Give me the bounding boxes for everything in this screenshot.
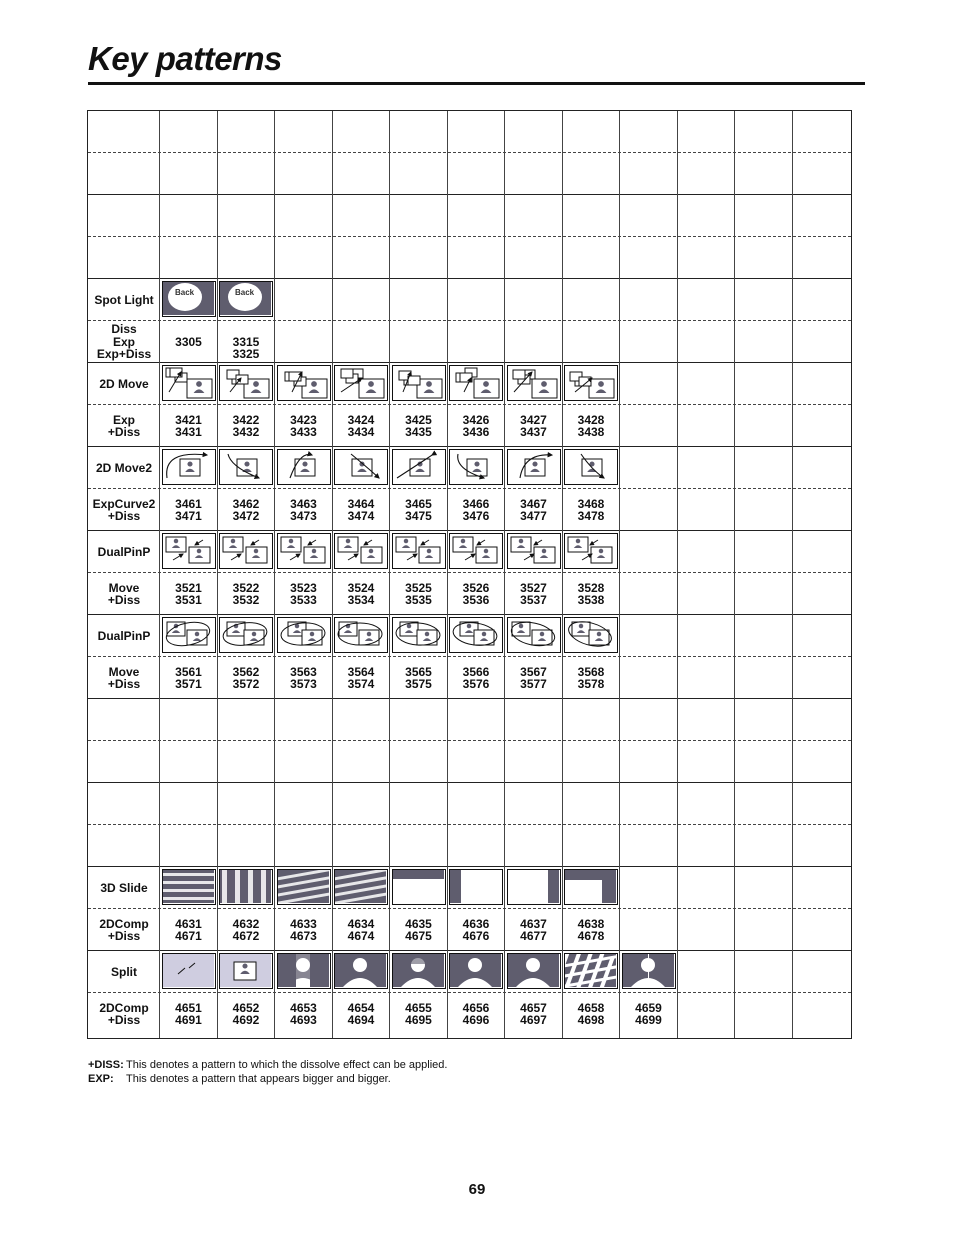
pattern-code-cell (505, 993, 562, 1035)
curve-move-icon[interactable] (162, 449, 216, 485)
pattern-code-cell (563, 657, 620, 699)
dual-pinp-icon[interactable] (334, 533, 388, 569)
pattern-code: 3438 (577, 425, 605, 439)
pattern-code: 3537 (520, 593, 547, 607)
split-icon[interactable] (162, 953, 216, 989)
row-label-line: Exp+Diss (96, 347, 152, 362)
pattern-code: 4638 (577, 917, 605, 931)
pattern-code: 3525 (405, 581, 432, 595)
pattern-code-cell (390, 657, 447, 699)
curve-move-icon[interactable] (334, 449, 388, 485)
pattern-code: 3463 (290, 497, 317, 511)
curve-move-icon[interactable] (564, 449, 618, 485)
pattern-code: 3434 (347, 425, 375, 439)
pattern-code-cell (448, 993, 505, 1035)
row-label-line: +Diss (107, 593, 141, 607)
pattern-code: 3527 (520, 581, 547, 595)
dual-pinp-icon[interactable] (392, 533, 446, 569)
page-number: 69 (468, 1181, 486, 1198)
pattern-code-cell (563, 573, 620, 615)
pattern-code-cell (333, 909, 390, 951)
row-label (88, 405, 160, 447)
row-label-line: DualPinP (97, 628, 151, 643)
pattern-code-cell (505, 405, 562, 447)
table-row-divider (88, 236, 851, 237)
dual-pinp-orbit-icon[interactable] (564, 617, 618, 653)
pattern-code: 3538 (577, 593, 605, 607)
pattern-code: 4693 (290, 1013, 317, 1027)
footnote-exp (88, 1072, 447, 1086)
table-column-divider (677, 111, 678, 1038)
pattern-code: 3574 (347, 677, 375, 691)
pattern-code-cell (160, 489, 217, 531)
split-icon[interactable] (507, 953, 561, 989)
pattern-code-cell (218, 405, 275, 447)
pattern-code: 3424 (347, 413, 375, 427)
curve-move-icon[interactable] (219, 449, 273, 485)
row-label-line: DualPinP (97, 544, 151, 559)
row-label-line: 2D Move (99, 376, 149, 391)
pattern-code-cell (275, 909, 332, 951)
table-row-divider (88, 152, 851, 153)
row-label (88, 321, 160, 363)
pattern-code: 4671 (175, 929, 202, 943)
pattern-code-cell (218, 321, 275, 363)
pattern-code: 3575 (405, 677, 432, 691)
row-label-line: Exp (112, 334, 135, 349)
pattern-code-cell (390, 405, 447, 447)
pattern-code: 3426 (462, 413, 490, 427)
pattern-code: 3433 (290, 425, 317, 439)
pattern-code: 3577 (520, 677, 547, 691)
pattern-code: 4656 (462, 1001, 490, 1015)
pattern-code: 3533 (290, 593, 317, 607)
pattern-code: 4657 (520, 1001, 547, 1015)
pattern-code-cell (448, 573, 505, 615)
row-label (88, 531, 160, 573)
pattern-code-cell (448, 489, 505, 531)
pattern-code: 3531 (175, 593, 202, 607)
pattern-code-cell (333, 657, 390, 699)
pattern-code: 3437 (520, 425, 547, 439)
pattern-code-cell (505, 573, 562, 615)
pattern-code: 4651 (175, 1001, 202, 1015)
split-icon[interactable] (564, 953, 618, 989)
pattern-code-cell (333, 405, 390, 447)
pattern-code: 4678 (577, 929, 605, 943)
pattern-code: 3464 (347, 497, 375, 511)
pattern-code: 3567 (520, 665, 547, 679)
pattern-code: 3425 (405, 413, 432, 427)
row-label (88, 363, 160, 405)
pattern-code: 3465 (405, 497, 432, 511)
row-label (88, 867, 160, 909)
pattern-code: 3565 (405, 665, 432, 679)
row-label-line: Move (108, 580, 140, 595)
curve-move-icon[interactable] (449, 449, 503, 485)
row-label-line: +Diss (107, 425, 141, 439)
footnote-diss (88, 1058, 447, 1072)
pattern-code: 3535 (405, 593, 432, 607)
pattern-code: 4673 (290, 929, 317, 943)
pattern-code: 4633 (290, 917, 317, 931)
pattern-code: 4632 (232, 917, 260, 931)
slide-bars-icon[interactable] (277, 869, 331, 905)
pattern-code: 3521 (175, 581, 202, 595)
row-label (88, 909, 160, 951)
pattern-code: 3474 (347, 509, 375, 523)
row-label-line: +Diss (107, 1013, 141, 1027)
row-label-line: Exp (112, 412, 135, 427)
pattern-code: 3471 (175, 509, 202, 523)
pattern-code-cell (160, 993, 217, 1035)
row-label (88, 615, 160, 657)
split-icon[interactable] (219, 953, 273, 989)
pattern-code: 4631 (175, 917, 202, 931)
dual-pinp-icon[interactable] (219, 533, 273, 569)
pattern-code: 3573 (290, 677, 317, 691)
split-icon[interactable] (449, 953, 503, 989)
pattern-code: 3473 (290, 509, 317, 523)
pattern-code: 3315 (232, 335, 260, 349)
pattern-code-cell (448, 657, 505, 699)
pattern-code: 4652 (232, 1001, 260, 1015)
pattern-code: 3478 (577, 509, 605, 523)
row-label (88, 657, 160, 699)
pattern-code: 3461 (175, 497, 202, 511)
pattern-code: 4692 (232, 1013, 260, 1027)
pattern-code: 3564 (347, 665, 375, 679)
split-icon[interactable] (622, 953, 676, 989)
pattern-code: 3532 (232, 593, 260, 607)
pattern-code: 3436 (462, 425, 490, 439)
slide-panel-icon[interactable] (564, 869, 618, 905)
dual-pinp-icon[interactable] (507, 533, 561, 569)
pattern-code: 3423 (290, 413, 317, 427)
move-icon[interactable] (507, 365, 561, 401)
pattern-code-cell (448, 909, 505, 951)
pattern-code: 3536 (462, 593, 490, 607)
pattern-code: 4676 (462, 929, 490, 943)
row-label-line: 3D Slide (100, 880, 148, 895)
dual-pinp-icon[interactable] (162, 533, 216, 569)
pattern-code-cell (563, 489, 620, 531)
move-icon[interactable] (219, 365, 273, 401)
dual-pinp-orbit-icon[interactable] (277, 617, 331, 653)
pattern-code: 3422 (232, 413, 260, 427)
pattern-code: 3421 (175, 413, 202, 427)
dual-pinp-icon[interactable] (449, 533, 503, 569)
move-icon[interactable] (564, 365, 618, 401)
dual-pinp-orbit-icon[interactable] (334, 617, 388, 653)
slide-bars-icon[interactable] (219, 869, 273, 905)
slide-panel-icon[interactable] (392, 869, 446, 905)
row-label-line: Spot Light (94, 292, 154, 307)
row-label (88, 447, 160, 489)
title-rule (88, 82, 865, 85)
pattern-code-cell (448, 405, 505, 447)
dual-pinp-orbit-icon[interactable] (162, 617, 216, 653)
row-label-line: +Diss (107, 677, 141, 691)
pattern-code: 4677 (520, 929, 547, 943)
pattern-code-cell (160, 573, 217, 615)
pattern-code: 3431 (175, 425, 202, 439)
pattern-code-cell (275, 573, 332, 615)
row-label-line: ExpCurve2 (92, 496, 156, 511)
page-title: Key patterns (88, 40, 282, 77)
pattern-code: 3528 (577, 581, 605, 595)
split-icon[interactable] (392, 953, 446, 989)
row-label-line: +Diss (107, 929, 141, 943)
pattern-code: 4694 (347, 1013, 375, 1027)
pattern-code-cell (563, 909, 620, 951)
pattern-code-cell (563, 993, 620, 1035)
pattern-code: 4655 (405, 1001, 432, 1015)
dual-pinp-icon[interactable] (564, 533, 618, 569)
pattern-code-cell (390, 573, 447, 615)
row-label (88, 993, 160, 1035)
pattern-code: 3427 (520, 413, 547, 427)
pattern-code: 3466 (462, 497, 490, 511)
pattern-code-cell (563, 405, 620, 447)
svg-text:Back: Back (235, 288, 255, 297)
dual-pinp-orbit-icon[interactable] (392, 617, 446, 653)
move-icon[interactable] (277, 365, 331, 401)
pattern-code: 3561 (175, 665, 202, 679)
split-icon[interactable] (277, 953, 331, 989)
table-row-divider (88, 194, 851, 195)
pattern-code-cell (160, 909, 217, 951)
footnotes (88, 1058, 447, 1086)
slide-bars-icon[interactable] (162, 869, 216, 905)
table-row-divider (88, 740, 851, 741)
slide-bars-icon[interactable] (334, 869, 388, 905)
pattern-code: 3576 (462, 677, 490, 691)
pattern-code: 4672 (232, 929, 260, 943)
pattern-code-cell (333, 573, 390, 615)
table-row-divider (88, 824, 851, 825)
table-column-divider (792, 111, 793, 1038)
pattern-code-cell (505, 489, 562, 531)
pattern-code-cell (218, 993, 275, 1035)
pattern-code: 3468 (577, 497, 605, 511)
move-icon[interactable] (392, 365, 446, 401)
pattern-code-cell (333, 489, 390, 531)
pattern-code-cell (505, 657, 562, 699)
row-label-line: 2DComp (99, 916, 149, 931)
slide-panel-icon[interactable] (449, 869, 503, 905)
pattern-code: 4636 (462, 917, 490, 931)
curve-move-icon[interactable] (277, 449, 331, 485)
pattern-code: 3572 (232, 677, 260, 691)
pattern-code-cell (218, 909, 275, 951)
pattern-code: 3475 (405, 509, 432, 523)
pattern-code: 4674 (347, 929, 375, 943)
pattern-code: 3462 (232, 497, 260, 511)
pattern-code: 4691 (175, 1013, 202, 1027)
footnote-text: This denotes a pattern that appears bigger and bigger. (126, 1073, 391, 1085)
spotlight-circle-icon[interactable] (162, 281, 216, 317)
row-label (88, 279, 160, 321)
pattern-code-cell (390, 993, 447, 1035)
pattern-code: 4696 (462, 1013, 490, 1027)
move-icon[interactable] (334, 365, 388, 401)
pattern-code-cell (275, 657, 332, 699)
split-icon[interactable] (334, 953, 388, 989)
table-row-divider (88, 866, 851, 867)
pattern-code: 4653 (290, 1001, 317, 1015)
pattern-code: 3477 (520, 509, 547, 523)
pattern-code-cell (160, 321, 217, 363)
table-column-divider (734, 111, 735, 1038)
pattern-code: 3472 (232, 509, 260, 523)
pattern-code: 3523 (290, 581, 317, 595)
pattern-code-cell (275, 489, 332, 531)
row-label-line: Move (108, 664, 140, 679)
row-label (88, 951, 160, 993)
pattern-code: 3325 (232, 347, 260, 361)
pattern-code-cell (333, 993, 390, 1035)
pattern-code: 4675 (405, 929, 432, 943)
footnote-key: EXP: (88, 1073, 114, 1085)
pattern-code: 3526 (462, 581, 490, 595)
row-label-line: Split (111, 964, 137, 979)
pattern-code: 4654 (347, 1001, 375, 1015)
pattern-code: 4635 (405, 917, 432, 931)
pattern-code-cell (218, 657, 275, 699)
slide-panel-icon[interactable] (507, 869, 561, 905)
pattern-code: 3568 (577, 665, 605, 679)
dual-pinp-orbit-icon[interactable] (449, 617, 503, 653)
svg-text:Back: Back (174, 288, 194, 297)
pattern-code: 3566 (462, 665, 490, 679)
pattern-code: 3435 (405, 425, 432, 439)
pattern-code: 4698 (577, 1013, 605, 1027)
move-icon[interactable] (162, 365, 216, 401)
dual-pinp-orbit-icon[interactable] (507, 617, 561, 653)
footnote-text: This denotes a pattern to which the dissolve effect can be applied. (126, 1059, 448, 1071)
pattern-code: 3305 (175, 335, 202, 349)
spotlight-circle-icon[interactable] (219, 281, 273, 317)
table-row-divider (88, 278, 851, 279)
pattern-code-cell (390, 489, 447, 531)
footnote-key: +DISS: (88, 1059, 124, 1071)
pattern-code: 3476 (462, 509, 490, 523)
pattern-code: 3522 (232, 581, 260, 595)
row-label-line: +Diss (107, 509, 141, 523)
pattern-code-cell (620, 993, 677, 1035)
pattern-code-cell (390, 909, 447, 951)
pattern-code: 4697 (520, 1013, 547, 1027)
pattern-code: 4634 (347, 917, 375, 931)
row-label (88, 573, 160, 615)
pattern-code: 3524 (347, 581, 375, 595)
pattern-code-cell (275, 405, 332, 447)
pattern-code: 3571 (175, 677, 202, 691)
table-row-divider (88, 782, 851, 783)
pattern-code: 4658 (577, 1001, 605, 1015)
pattern-code: 3534 (347, 593, 375, 607)
dual-pinp-orbit-icon[interactable] (219, 617, 273, 653)
pattern-code-cell (275, 993, 332, 1035)
row-label-line: Diss (111, 322, 137, 337)
pattern-code: 3428 (577, 413, 605, 427)
pattern-code: 3563 (290, 665, 317, 679)
pattern-code: 4659 (635, 1001, 662, 1015)
row-label-line: 2DComp (99, 1000, 149, 1015)
pattern-code-cell (218, 489, 275, 531)
pattern-code: 3467 (520, 497, 547, 511)
pattern-code: 3562 (232, 665, 260, 679)
pattern-code: 4695 (405, 1013, 432, 1027)
pattern-code: 3432 (232, 425, 260, 439)
dual-pinp-icon[interactable] (277, 533, 331, 569)
pattern-code-cell (160, 657, 217, 699)
row-label-line: 2D Move2 (95, 460, 153, 475)
curve-move-icon[interactable] (507, 449, 561, 485)
pattern-code: 4637 (520, 917, 547, 931)
pattern-code-cell (160, 405, 217, 447)
pattern-code: 3578 (577, 677, 605, 691)
move-icon[interactable] (449, 365, 503, 401)
row-label (88, 489, 160, 531)
pattern-code: 4699 (635, 1013, 662, 1027)
pattern-code-cell (505, 909, 562, 951)
curve-move-icon[interactable] (392, 449, 446, 485)
key-patterns-table (87, 110, 852, 1039)
pattern-code-cell (218, 573, 275, 615)
